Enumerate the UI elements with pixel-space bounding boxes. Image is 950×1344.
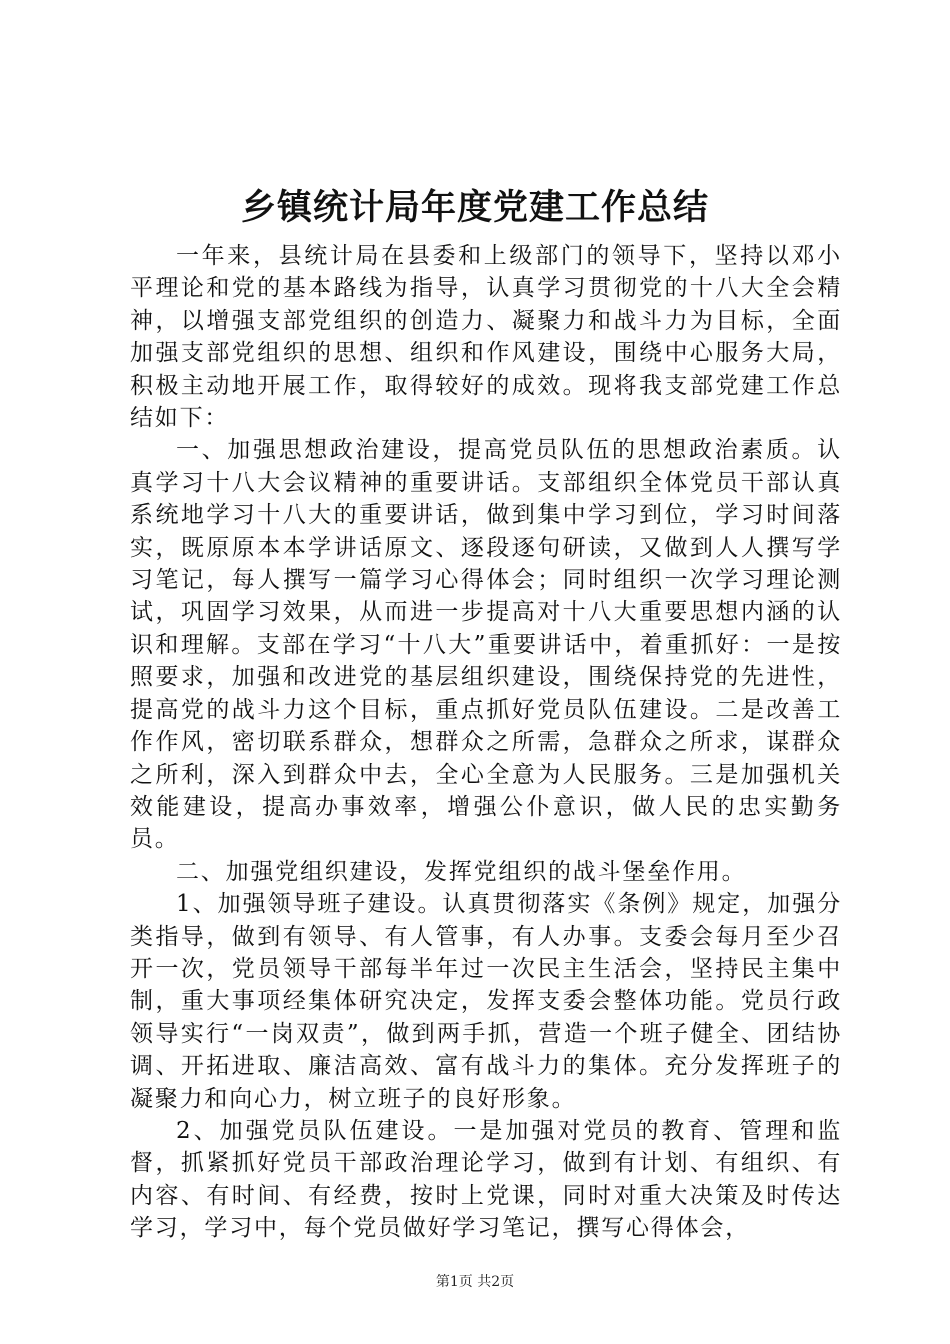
paragraph-item-1: 1、加强领导班子建设。认真贯彻落实《条例》规定，加强分类指导，做到有领导、有人管事，有人办事。支委会每月至少召开一次，党员领导干部每半年过一次民主生活会，坚持民主集中制，重大事项经集体研究决定，发挥支委会整体功能。党员行政领导实行“一岗双责”，做到两手抓，营造一个班子健全、团结协调、开拓进取、廉洁高效、富有战斗力的集体。充分发挥班子的凝聚力和向心力，树立班子的良好形象。 bbox=[130, 891, 842, 1112]
document-body bbox=[130, 240, 842, 1245]
page-number-footer: 第1页 共2页 bbox=[435, 1274, 515, 1290]
document-title: 乡镇统计局年度党建工作总结 bbox=[240, 187, 709, 228]
paragraph-intro: 一年来，县统计局在县委和上级部门的领导下，坚持以邓小平理论和党的基本路线为指导，认真学习贯彻党的十八大全会精神，以增强支部党组织的创造力、凝聚力和战斗力为目标，全面加强支部党组织的思想、组织和作风建设，围绕中心服务大局，积极主动地开展工作，取得较好的成效。现将我支部党建工作总结如下： bbox=[130, 243, 842, 432]
paragraph-item-2: 2、加强党员队伍建设。一是加强对党员的教育、管理和监督，抓紧抓好党员干部政治理论学习，做到有计划、有组织、有内容、有时间、有经费，按时上党课，同时对重大决策及时传达学习，学习中，每个党员做好学习笔记，撰写心得体会， bbox=[130, 1117, 842, 1242]
paragraph-section-2-heading: 二、加强党组织建设，发挥党组织的战斗堡垒作用。 bbox=[176, 858, 747, 885]
paragraph-section-1: 一、加强思想政治建设，提高党员队伍的思想政治素质。认真学习十八大会议精神的重要讲话。支部组织全体党员干部认真系统地学习十八大的重要讲话，做到集中学习到位，学习时间落实，既原原本本学讲话原文、逐段逐句研读，又做到人人撰写学习笔记，每人撰写一篇学习心得体会；同时组织一次学习理论测试，巩固学习效果，从而进一步提高对十八大重要思想内涵的认识和理解。支部在学习“十八大”重要讲话中，着重抓好：一是按照要求，加强和改进党的基层组织建设，围绕保持党的先进性，提高党的战斗力这个目标，重点抓好党员队伍建设。二是改善工作作风，密切联系群众，想群众之所需，急群众之所求，谋群众之所利，深入到群众中去，全心全意为人民服务。三是加强机关效能建设，提高办事效率，增强公仆意识，做人民的忠实勤务员。 bbox=[130, 437, 842, 853]
